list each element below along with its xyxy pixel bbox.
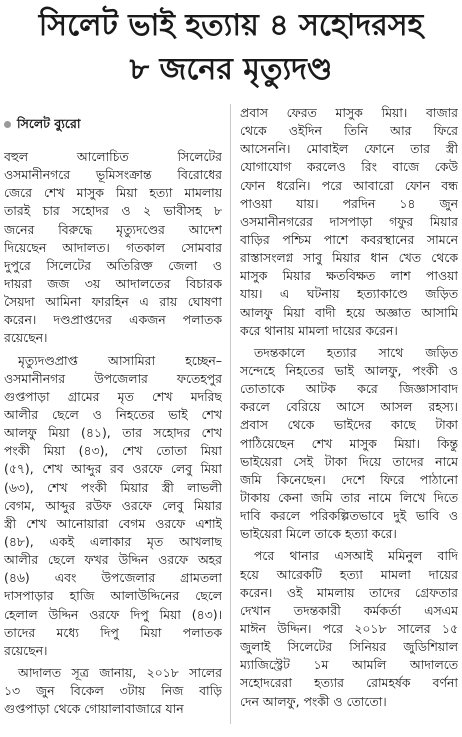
text-line: জনের বিরুদ্ধে মৃত্যুদণ্ডের আদেশ (4, 221, 222, 237)
text-line: হয়ে আরেকটি হত্যা মামলা দায়ের (240, 566, 458, 582)
text-line: (৬৩), শেখ পংকী মিয়ার স্ত্রী লাভলী (4, 479, 222, 495)
text-line: পরে থানার এসআই মমিনুল বাদি (254, 548, 458, 564)
text-line: ওসমানীনগর উপজেলার ফতেহপুর (4, 370, 222, 386)
text-line: দাবি করলে পরিকল্পিতভাবে দুই ভাবি ও (240, 508, 458, 524)
headline-line-2: ৮ জনের মৃত্যুদণ্ড (129, 52, 333, 87)
text-line: জমি কিনেছেন। দেশে ফিরে পাঠানো (240, 471, 458, 487)
text-line: তারই চার সহোদর ও ২ ভাবীসহ ৮ (4, 203, 222, 219)
text-line: রয়েছেন। (4, 642, 48, 658)
text-line: গুপ্তপাড়া থেকে গোয়ালাবাজারে যান (4, 701, 184, 717)
text-line: স্ত্রী শেখ আনোয়ারা বেগম ওরফে এশাই (4, 515, 222, 531)
article-column-left (4, 104, 222, 718)
text-line: আলীর ছেলে ও নিহতের ভাই শেখ (4, 406, 222, 422)
text-line: আলফু মিয়া (৪১), তার সহোদর শেখ (4, 425, 222, 441)
text-line: ওসমানীনগরের দাসপাড়া গফুর মিয়ার (240, 213, 458, 229)
text-line: ম্যাজিস্ট্রেট ১ম আমলি আদালতে (240, 657, 458, 673)
text-line: প্রবাস থেকে ভাইদের কাছে টাকা (240, 417, 458, 433)
text-line: গুপ্তপাড়া গ্রামের মৃত শেখ মদরিছ (4, 388, 222, 404)
text-line: হেলাল উদ্দিন ওরফে দিপু মিয়া (৪৩)। (4, 606, 222, 622)
text-line: দায়রা জজ ৩য় আদালতের বিচারক (4, 275, 222, 291)
column-divider (230, 104, 231, 724)
article-column-right (240, 104, 458, 711)
text-line: করেন। দণ্ডপ্রাপ্তদের একজন পলাতক (4, 312, 222, 328)
text-line: করলে বেরিয়ে আসে আসল রহস্য। (240, 399, 458, 415)
bullet-icon (4, 121, 11, 128)
text-line: আদালত সূত্র জানায়, ২০১৮ সালের (18, 664, 222, 680)
text-line: বেগম, আব্দুর রউফ ওরফে লেবু মিয়ার (4, 497, 222, 513)
text-line: দিয়েছেন আদালত। গতকাল সোমবার (4, 239, 222, 255)
headline-line-1: সিলেট ভাই হত্যায় ৪ সহোদরসহ (38, 8, 424, 43)
paragraph (4, 664, 222, 718)
text-line: জেরে শেখ মাসুক মিয়া হত্যা মামলায় (4, 185, 222, 201)
text-line: পাওয়া যায়। পরদিন ১৪ জুন (240, 195, 458, 211)
text-line: আলীর ছেলে ফখর উদ্দিন ওরফে অহর (4, 552, 222, 568)
text-line: মাঈন উদ্দিন। পরে ২০১৮ সালের ১৫ (240, 620, 458, 636)
text-line: সহোদরেরা হত্যার রোমহর্ষক বর্ণনা (240, 675, 458, 691)
text-line: ১৩ জুন বিকেল ৩টায় নিজ বাড়ি (4, 683, 222, 699)
text-line: তোতাকে আটক করে জিজ্ঞাসাবাদ (240, 381, 458, 397)
text-line: রাস্তাসংলগ্ন সাবু মিয়ার ধান খেত থেকে (240, 250, 458, 266)
paragraph (240, 547, 458, 710)
text-line: যোগাযোগ করলেও রিং বাজে কেউ (240, 159, 458, 175)
text-line: পাঠিয়েছেন শেখ মাসুক মিয়া। কিন্তু (240, 435, 458, 451)
text-line: দুপুরে সিলেটের অতিরিক্ত জেলা ও (4, 257, 222, 273)
paragraph (4, 352, 222, 660)
text-line: (৪৮), একই এলাকার মৃত আখলাছ (4, 533, 222, 549)
headline (0, 0, 462, 96)
text-line: দাসপাড়ার হাজি আলাউদ্দিনের ছেলে (4, 588, 222, 604)
text-line: সন্দেহে নিহতের ভাই আলফু, পংকী ও (240, 362, 458, 378)
text-line: (৪৬) এবং উপজেলার গ্রামতলা (4, 570, 222, 586)
text-line: বহুল আলোচিত সিলেটের (4, 149, 222, 164)
text-line: যায়। এ ঘটনায় হত্যাকাণ্ডে জড়িত (240, 286, 458, 302)
text-line: ভাইয়েরা সেই টাকা দিয়ে তাদের নামে (240, 453, 458, 469)
text-line: জুলাই সিলেটের সিনিয়র জুডিশিয়াল (240, 639, 458, 655)
right-column-body (240, 104, 458, 711)
text-line: টাকায় কেনা জমি তার নামে লিখে দিতে (240, 489, 458, 505)
paragraph (240, 104, 458, 340)
text-line: আসেননি। মোবাইল ফোনে তার স্ত্রী (240, 141, 458, 157)
byline-text: সিলেট ব্যুরো (17, 115, 81, 131)
paragraph (4, 148, 222, 348)
left-column-body (4, 148, 222, 718)
text-line: ভাইয়েরা মিলে তাকে হত্যা করে। (240, 526, 397, 542)
text-line: (৫৭), শেখ আব্দুর রব ওরফে লেবু মিয়া (4, 461, 222, 477)
paragraph (240, 344, 458, 544)
byline (4, 114, 222, 134)
text-line: থেকে ওইদিন তিনি আর ফিরে (240, 123, 458, 139)
text-line: তাদের মধ্যে দিপু মিয়া পলাতক (4, 624, 222, 640)
text-line: আলফু মিয়া বাদী হয়ে অজ্ঞাত আসামি (240, 304, 458, 320)
text-line: মৃত্যুদণ্ডপ্রাপ্ত আসামিরা হচ্ছেন– (18, 352, 222, 368)
text-line: করেন। ওই মামলায় তাদের গ্রেফতার (240, 584, 458, 600)
text-line: দেখান তদন্তকারী কর্মকর্তা এসএম (240, 602, 458, 618)
text-line: দেন আলফু, পংকী ও তোতো। (240, 693, 387, 709)
text-line: প্রবাস ফেরত মাসুক মিয়া। বাজার (240, 105, 458, 120)
text-line: বাড়ির পশ্চিম পাশে কবরস্থানের সামনে (240, 231, 458, 247)
text-line: তদন্তকালে হত্যার সাথে জড়িত (254, 344, 458, 360)
text-line: ফোন ধরেনি। পরে আবারো ফোন বন্ধ (240, 177, 458, 193)
text-line: করে থানায় মামলা দায়ের করেন। (240, 322, 398, 338)
text-line: পংকী মিয়া (৪৩), শেখ তোতা মিয়া (4, 443, 222, 459)
text-line: রয়েছেন। (4, 330, 48, 346)
text-line: মাসুক মিয়ার ক্ষতবিক্ষত লাশ পাওয়া (240, 268, 458, 284)
text-line: সৈয়দা আমিনা ফারহিন এ রায় ঘোষণা (4, 294, 222, 310)
text-line: ওসমানীনগরে ভূমিসংক্রান্ত বিরোধের (4, 167, 222, 183)
